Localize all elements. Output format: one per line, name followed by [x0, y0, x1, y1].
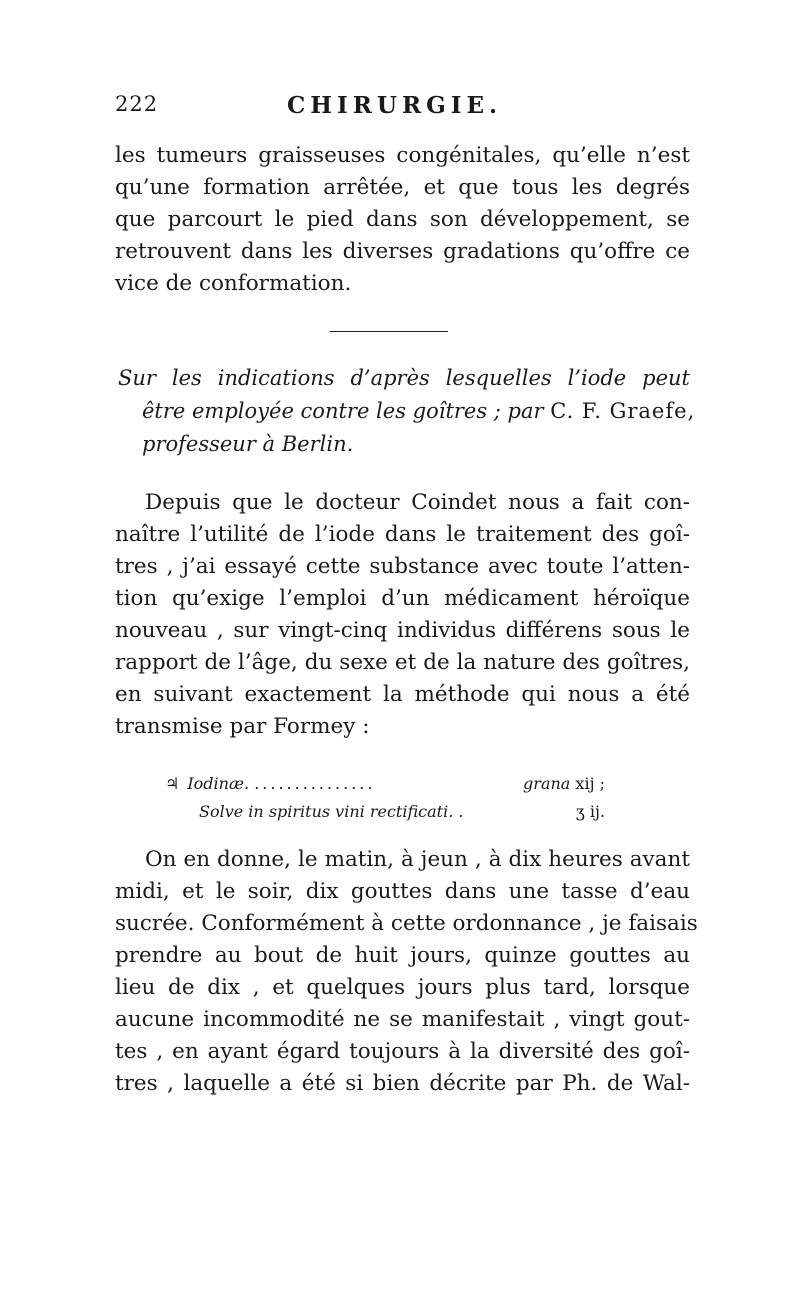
text-line: On en donne, le matin, à jeun , à dix heures avant: [145, 847, 690, 872]
text-line: tes , en ayant égard toujours à la diversité des goî-: [115, 1039, 690, 1064]
text-line: Depuis que le docteur Coindet nous a fait con-: [145, 490, 690, 515]
quantity-value: ʒ ij.: [575, 802, 605, 821]
text-line: en suivant exactement la méthode qui nous a été: [115, 682, 690, 707]
prescription-quantity: [523, 770, 605, 798]
prescription-line: [165, 770, 605, 798]
text-line: qu’une formation arrêtée, et que tous les degrés: [115, 175, 690, 200]
text-line: tion qu’exige l’emploi d’un médicament héroïque: [115, 586, 690, 611]
text-line: tres , laquelle a été si bien décrite par Ph. de Wal-: [115, 1071, 690, 1096]
paragraph-body: [115, 844, 698, 1100]
text-line: retrouvent dans les diverses gradations qu’offre ce: [115, 239, 690, 264]
text-line: transmise par Formey :: [115, 714, 370, 739]
prescription-ingredient: Iodinæ.: [187, 774, 250, 793]
text-line: rapport de l’âge, du sexe et de la nature des goîtres,: [115, 650, 690, 675]
text-line: midi, et le soir, dix gouttes dans une tasse d’eau: [115, 879, 690, 904]
article-author: C. F. Graefe,: [550, 399, 696, 423]
text-line: sucrée. Conformément à cette ordonnance , je faisais: [115, 911, 698, 936]
quantity-value: xij ;: [575, 774, 605, 793]
title-text: être employée contre les goîtres ; par: [142, 399, 544, 423]
section-divider: [330, 331, 448, 332]
text-line: lieu de dix , et quelques jours plus tard, lorsque: [115, 975, 690, 1000]
text-line: les tumeurs graisseuses congénitales, qu’elle n’est: [115, 143, 690, 168]
paragraph-body: [115, 487, 690, 743]
prescription: [165, 770, 605, 826]
text-line: vice de conformation.: [115, 271, 352, 296]
text-line: nouveau , sur vingt-cinq individus différens sous le: [115, 618, 690, 643]
running-head: CHIRURGIE.: [287, 92, 503, 119]
text-line: prendre au bout de huit jours, quinze gouttes au: [115, 943, 690, 968]
text-line: aucune incommodité ne se manifestait , vingt gout-: [115, 1007, 690, 1032]
title-line: Sur les indications d’après lesquelles l’iode peut: [118, 366, 690, 390]
title-line: [118, 395, 696, 428]
prescription-line: [165, 798, 605, 826]
title-line: professeur à Berlin.: [142, 432, 354, 456]
prescription-instruction: Solve in spiritus vini rectificati. .: [199, 802, 464, 821]
text-line: naître l’utilité de l’iode dans le traitement des goî-: [115, 522, 690, 547]
page-header: [115, 92, 675, 126]
quantity-unit: grana: [523, 774, 571, 793]
paragraph-continued: [115, 140, 690, 300]
prescription-quantity: [576, 798, 605, 826]
text-line: tres , j’ai essayé cette substance avec toute l’atten-: [115, 554, 690, 579]
text-line: que parcourt le pied dans son développement, se: [115, 207, 690, 232]
jupiter-symbol-icon: ♃: [165, 774, 180, 793]
page-number: 222: [115, 92, 159, 116]
leader-dots: ...............: [254, 774, 376, 793]
article-title: [118, 362, 696, 461]
